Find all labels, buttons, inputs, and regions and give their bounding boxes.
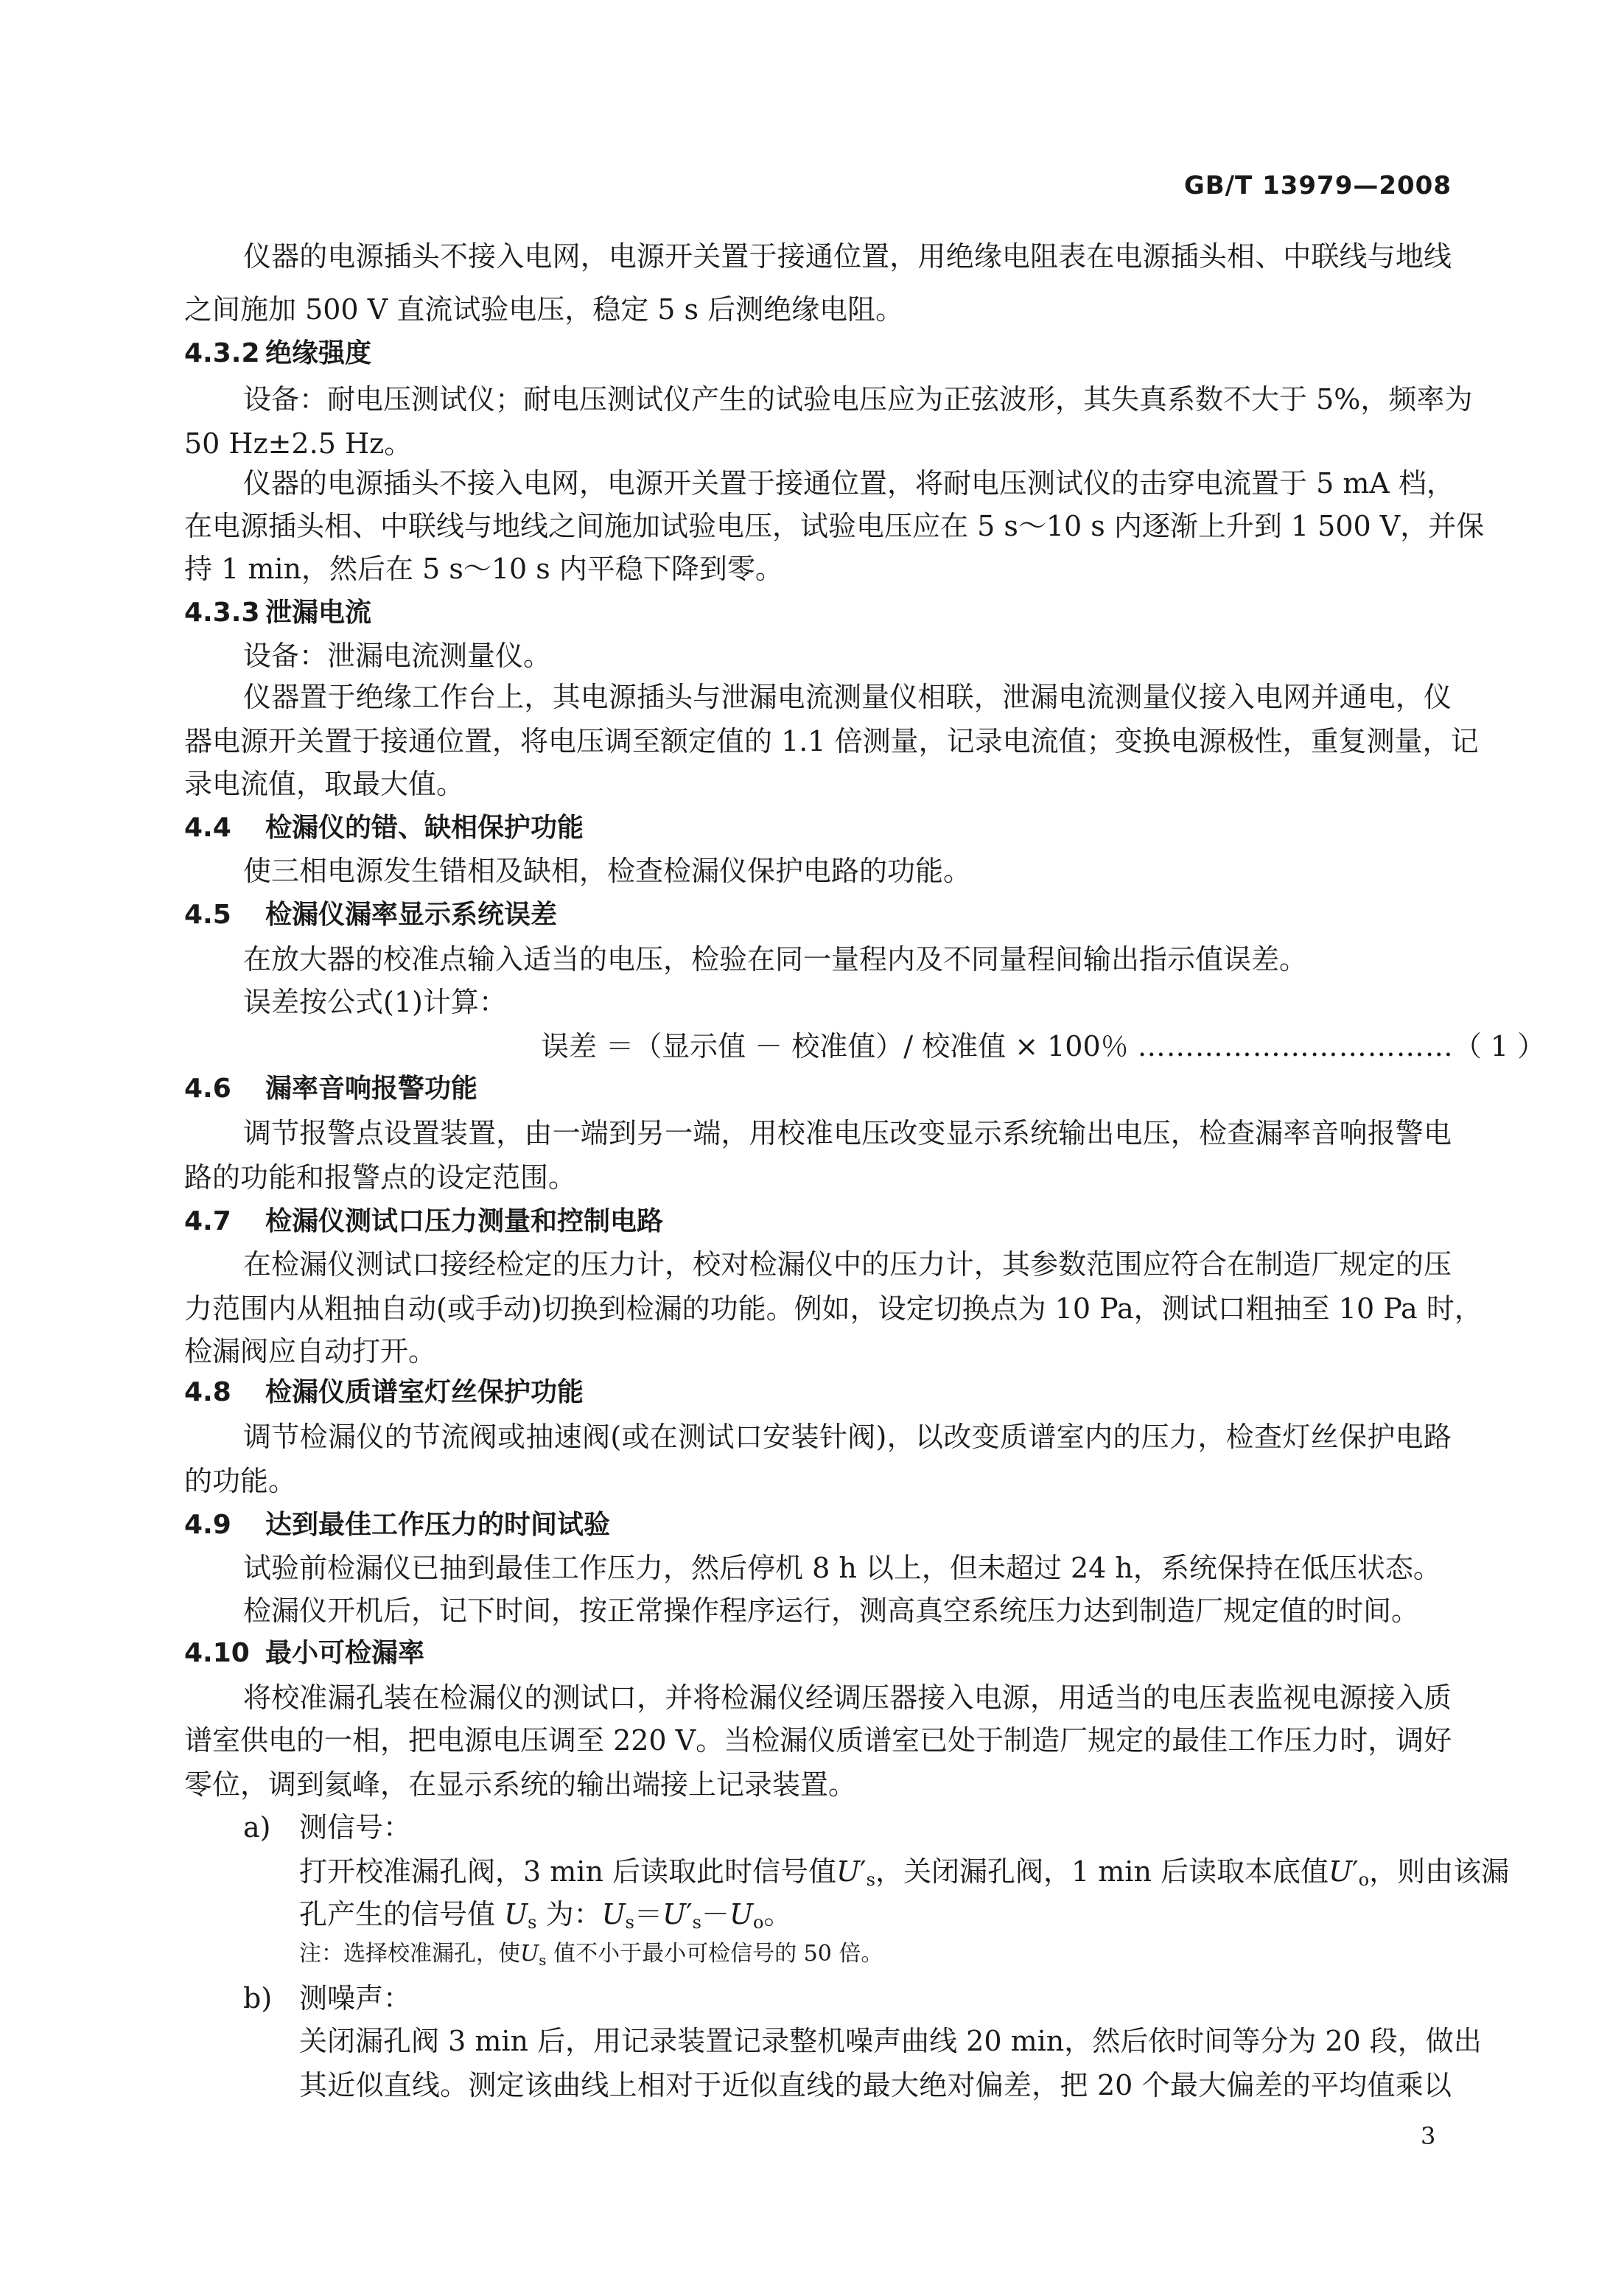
section-number: 4.8 [184,1377,231,1407]
section-heading-4-7 [184,1204,663,1239]
section-number: 4.3.3 [184,598,260,628]
symbol-U: U [601,1898,626,1930]
list-label: a) [243,1811,271,1844]
section-heading-4-4 [184,811,584,846]
paragraph-line: 仪器的电源插头不接入电网，电源开关置于接通位置，用绝缘电阻表在电源插头相、中联线与地线 [243,240,1452,273]
symbol-U: U [520,1941,539,1967]
prime-mark: ′ [1352,1855,1359,1888]
symbol-U: U [662,1898,686,1930]
paragraph-line: 50 Hz±2.5 Hz。 [184,427,413,460]
prime-mark: ′ [685,1898,693,1930]
text-run: 。 [763,1898,792,1930]
subscript-s: s [866,1869,875,1890]
symbol-U: U [504,1898,528,1930]
section-heading-4-5 [184,897,557,933]
section-number: 4.6 [184,1074,231,1104]
paragraph-line: 之间施加 500 V 直流试验电压，稳定 5 s 后测绝缘电阻。 [184,293,904,326]
list-item-b [243,1981,411,2016]
section-heading-4-10 [184,1636,424,1671]
text-run: ，关闭漏孔阀，1 min 后读取本底值 [875,1855,1329,1888]
section-title: 检漏仪测试口压力测量和控制电路 [265,1206,664,1236]
paragraph-line: 录电流值，取最大值。 [184,768,465,800]
list-item-a [243,1810,411,1845]
section-heading-4-3-3 [184,595,371,631]
note [299,1939,883,1975]
paragraph-line: 将校准漏孔装在检漏仪的测试口，并将检漏仪经调压器接入电源，用适当的电压表监视电源接入质 [243,1681,1452,1714]
section-number: 4.4 [184,813,231,843]
paragraph-line: 力范围内从粗抽自动(或手动)切换到检漏的功能。例如，设定切换点为 10 Pa，测试口粗抽至 10 Pa 时， [184,1292,1483,1325]
section-title: 泄漏电流 [265,598,372,628]
section-heading-4-6 [184,1071,477,1107]
text-run: 注：选择校准漏孔，使 [299,1941,520,1967]
paragraph-line: 仪器的电源插头不接入电网，电源开关置于接通位置，将耐电压测试仪的击穿电流置于 5 mA 档， [243,467,1455,500]
paragraph-line: 关闭漏孔阀 3 min 后，用记录装置记录整机噪声曲线 20 min，然后依时间等分为 20 段，做出 [299,2025,1482,2057]
paragraph-line: 在检漏仪测试口接经检定的压力计，校对检漏仪中的压力计，其参数范围应符合在制造厂规定的压 [243,1248,1452,1281]
section-number: 4.3.2 [184,338,260,368]
text-run: 孔产生的信号值 [299,1898,496,1930]
page-number: 3 [1421,2122,1436,2150]
section-heading-4-9 [184,1508,610,1543]
text-run: 值不小于最小可检信号的 50 倍。 [553,1941,883,1967]
subscript-s: s [528,1912,537,1933]
paragraph-line: 的功能。 [184,1465,297,1497]
formula-text: 误差 ＝（显示值 － 校准值）/ 校准值 × 100％ [541,1030,1129,1063]
paragraph-line: 调节检漏仪的节流阀或抽速阀(或在测试口安装针阀)，以改变质谱室内的压力，检查灯丝保护电路 [243,1421,1452,1453]
subscript-s: s [692,1912,701,1933]
subscript-o: o [1358,1869,1370,1890]
section-title: 达到最佳工作压力的时间试验 [265,1510,611,1540]
section-number: 4.5 [184,900,231,930]
paragraph-line: 调节报警点设置装置，由一端到另一端，用校准电压改变显示系统输出电压，检查漏率音响报警电 [243,1117,1452,1149]
text-run: 打开校准漏孔阀，3 min 后读取此时信号值 [299,1855,836,1888]
symbol-U: U [729,1898,753,1930]
section-heading-4-3-2 [184,336,371,371]
section-heading-4-8 [184,1375,584,1410]
paragraph-line: 在电源插头相、中联线与地线之间施加试验电压，试验电压应在 5 s～10 s 内逐渐上升到 1 500 V，并保 [184,510,1485,542]
paragraph-line: 试验前检漏仪已抽到最佳工作压力，然后停机 8 h 以上，但未超过 24 h，系统保持在低压状态。 [243,1552,1441,1584]
minus-sign: － [701,1898,729,1930]
text-run: ，则由该漏 [1369,1855,1510,1888]
paragraph-line: 持 1 min，然后在 5 s～10 s 内平稳下降到零。 [184,553,783,585]
symbol-U: U [1329,1855,1353,1888]
paragraph-line-with-symbols [299,1897,791,1940]
section-number: 4.9 [184,1510,231,1540]
section-title: 绝缘强度 [265,338,372,368]
paragraph-line: 谱室供电的一相，把电源电压调至 220 V。当检漏仪质谱室已处于制造厂规定的最佳工作压力时，调好 [184,1724,1452,1757]
standard-code: GB/T 13979—2008 [1183,171,1452,200]
paragraph-line: 检漏阀应自动打开。 [184,1335,437,1368]
paragraph-line: 其近似直线。测定该曲线上相对于近似直线的最大绝对偏差，把 20 个最大偏差的平均值乘以 [299,2069,1452,2101]
paragraph-line: 设备：泄漏电流测量仪。 [243,640,552,672]
paragraph-line: 设备：耐电压测试仪；耐电压测试仪产生的试验电压应为正弦波形，其失真系数不大于 5%，频率为 [243,383,1473,416]
prime-mark: ′ [860,1855,867,1888]
formula-number: （ 1 ） [1453,1030,1546,1063]
list-label: b) [243,1982,273,2014]
subscript-s: s [625,1912,634,1933]
symbol-U: U [836,1855,861,1888]
section-title: 最小可检漏率 [265,1638,425,1668]
formula-leader-dots: …………………………… [1137,1030,1454,1063]
subscript-o: o [753,1912,764,1933]
section-number: 4.7 [184,1206,231,1236]
text-run: 为： [545,1898,602,1930]
section-title: 漏率音响报警功能 [265,1074,478,1104]
paragraph-line: 误差按公式(1)计算： [243,986,507,1018]
subscript-s: s [539,1951,547,1969]
paragraph-line: 零位，调到氦峰，在显示系统的输出端接上记录装置。 [184,1768,857,1801]
formula-1 [541,1029,1546,1064]
paragraph-line: 检漏仪开机后，记下时间，按正常操作程序运行，测高真空系统压力达到制造厂规定值的时间。 [243,1594,1420,1627]
equals-sign: ＝ [634,1898,662,1930]
paragraph-line: 器电源开关置于接通位置，将电压调至额定值的 1.1 倍测量，记录电流值；变换电源极性，重复测量，记 [184,725,1479,757]
paragraph-line-with-symbols [299,1854,1510,1897]
paragraph-line: 路的功能和报警点的设定范围。 [184,1161,577,1194]
section-number: 4.10 [184,1638,250,1668]
section-title: 检漏仪漏率显示系统误差 [265,900,558,930]
list-title: 测噪声： [299,1982,412,2014]
paragraph-line: 仪器置于绝缘工作台上，其电源插头与泄漏电流测量仪相联，泄漏电流测量仪接入电网并通电，仪 [243,681,1452,713]
section-title: 检漏仪的错、缺相保护功能 [265,813,584,843]
list-title: 测信号： [299,1811,412,1844]
section-title: 检漏仪质谱室灯丝保护功能 [265,1377,584,1407]
paragraph-line: 使三相电源发生错相及缺相，检查检漏仪保护电路的功能。 [243,855,972,887]
paragraph-line: 在放大器的校准点输入适当的电压，检验在同一量程内及不同量程间输出指示值误差。 [243,943,1308,976]
